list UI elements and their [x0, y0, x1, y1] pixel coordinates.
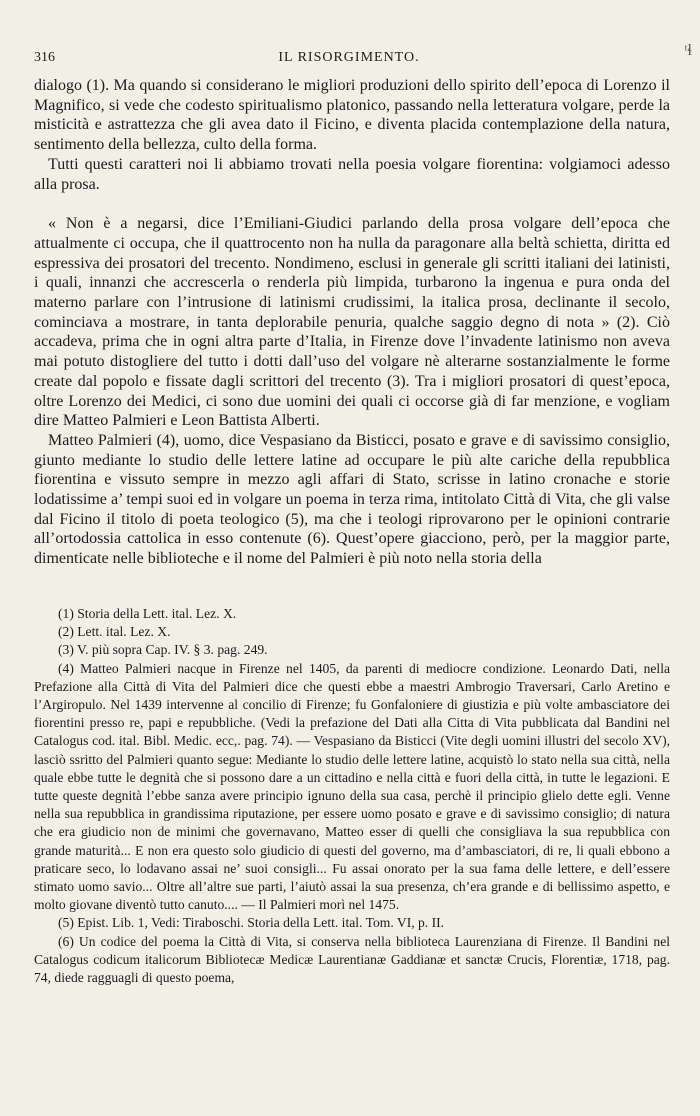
paragraph-3: « Non è a negarsi, dice l’Emiliani-Giudici parlando della prosa volgare dell’epoca che attualmente ci occupa, che il quattrocento non ha nulla da paragonare alla beltà schietta, diritta ed espressiva dei prosatori del trecento. Nondimeno, esclusi in generale gli scritti italiani dei latinisti, i quali, innanzi che accrescerla o renderla più limpida, turbarono la ingenua e pura onda del materno parlare con l’intrusione di latinismi crudissimi, la italica prosa, declinante il secolo, cominciava a mostrare, in tanta deplorabile penuria, qualche saggio degno di nota » (2). Ciò accadeva, prima che in ogni altra parte d’Italia, in Firenze dove l’invadente latinismo non aveva mai potuto distogliere del tutto i dotti dall’uso del volgare nè alterarne sostanzialmente le forme create dal popolo e fissate dagli scrittori del trecento (3). Tra i migliori prosatori di quest’epoca, oltre Lorenzo dei Medici, ci sono due uomini dei quali ci occorse già di far menzione, e vogliam dire Matteo Palmieri e Leon Battista Alberti. [34, 215, 670, 430]
paragraph-2: Tutti questi caratteri noi li abbiamo trovati nella poesia volgare fiorentina: volgiamoci adesso alla prosa. [34, 155, 670, 193]
footnotes [34, 605, 670, 987]
footnote-4: (4) Matteo Palmieri nacque in Firenze nel 1405, da parenti di mediocre condizione. Leonardo Dati, nella Prefazione alla Città di Vita del Palmieri dice che questi ebbe a maestri Ambrogio Traversari, Carlo Aretino e l’Argiropulo. Nel 1439 intervenne al concilio di Firenze; fu Gonfaloniere di giustizia e più volte ambasciatore dei fiorentini presso re, papi e repubbliche. (Vedi la prefazione del Dati alla Citta di Vita pubblicata dal Bandini nel Catalogus cod. ital. Bibl. Medic. ecc,. pag. 74). — Vespasiano da Bisticci (Vite degli uomini illustri del secolo XV), lasciò ssritto del Palmieri quanto segue: Mediante lo studio delle lettere latine, acquistò lo stato nella sua città, nella quale ebbe tutte le degnità che si possono dare a un cittadino e nella città e fuori della città, in tutte le legazioni. E tutte queste degnità l’ebbe sanza avere principio ignuno della sua casa, perchè il principio glielo dette egli. Venne nella sua repubblica in grandissima riputazione, per essere uomo posato e grave e di savissimo consiglio; di natura che era giudicio non de minimi che governavano, Matteo esser di quelli che consigliava la sua repubblica con grande maturità... E non era questo solo giudicio di questi del governo, ma d’ambasciatori, di re, li quali ebbono a praticare seco, lo lodavano assai ne’ suoi consigli... Fu assai onorato per la sua fama delle lettere, e dell’essere stimato uomo savio... Oltre all’altre sue parti, l’aiutò assai la sua presenza, ch’era grande e di bellissimo aspetto, e molto giovane diventò tutto canuto.... — Il Palmieri morì nel 1475. [34, 660, 670, 913]
footnote-2: (2) Lett. ital. Lez. X. [58, 624, 171, 640]
running-header [34, 42, 692, 70]
footnote-6: (6) Un codice del poema la Città di Vita, si conserva nella biblioteca Laurenziana di Firenze. Il Bandini nel Catalogus codicum italicorum Bibliotecæ Medicæ Laurentianæ Gaddianæ et sanctæ Crucis, Florentiæ, 1718, pag. 74, diede ragguagli di questo poema, [34, 933, 670, 986]
main-text [34, 76, 670, 569]
paragraph-4: Matteo Palmieri (4), uomo, dice Vespasiano da Bisticci, posato e grave e di savissimo consiglio, giunto mediante lo studio delle lettere latine ad occupare le più alte cariche della repubblica fiorentina e vissuto sempre in mezzo agli affari di Stato, scrisse in latino cronache e storie lodatissime a’ tempi suoi ed in volgare un poema in terza rima, intitolato Città di Vita, che gli valse dal Ficino il titolo di poeta teologico (5), ma che i teologi riprovarono per le opinioni contrarie all’ortodossia cattolica in esso contenute (6). Quest’opere giacciono, però, per la maggior parte, dimenticate nelle biblioteche e il nome del Palmieri è più noto nella storia della [34, 431, 670, 568]
footnote-5: (5) Epist. Lib. 1, Vedi: Tiraboschi. Storia della Lett. ital. Tom. VI, p. II. [58, 915, 445, 931]
corner-mark: ᵗɬ [684, 42, 692, 59]
paragraph-1: dialogo (1). Ma quando si considerano le migliori produzioni dello spirito dell’epoca di Lorenzo il Magnifico, si vede che codesto spiritualismo platonico, passando nella letteratura volgare, perde la misticità e astrattezza che gli avea dato il Ficino, e diventa placida contemplazione della natura, sentimento della bellezza, culto della forma. [34, 77, 670, 154]
running-title: IL RISORGIMENTO. [278, 50, 420, 65]
page-number: 316 [34, 50, 55, 65]
footnote-3: (3) V. più sopra Cap. IV. § 3. pag. 249. [58, 642, 268, 658]
footnote-1: (1) Storia della Lett. ital. Lez. X. [58, 606, 237, 621]
